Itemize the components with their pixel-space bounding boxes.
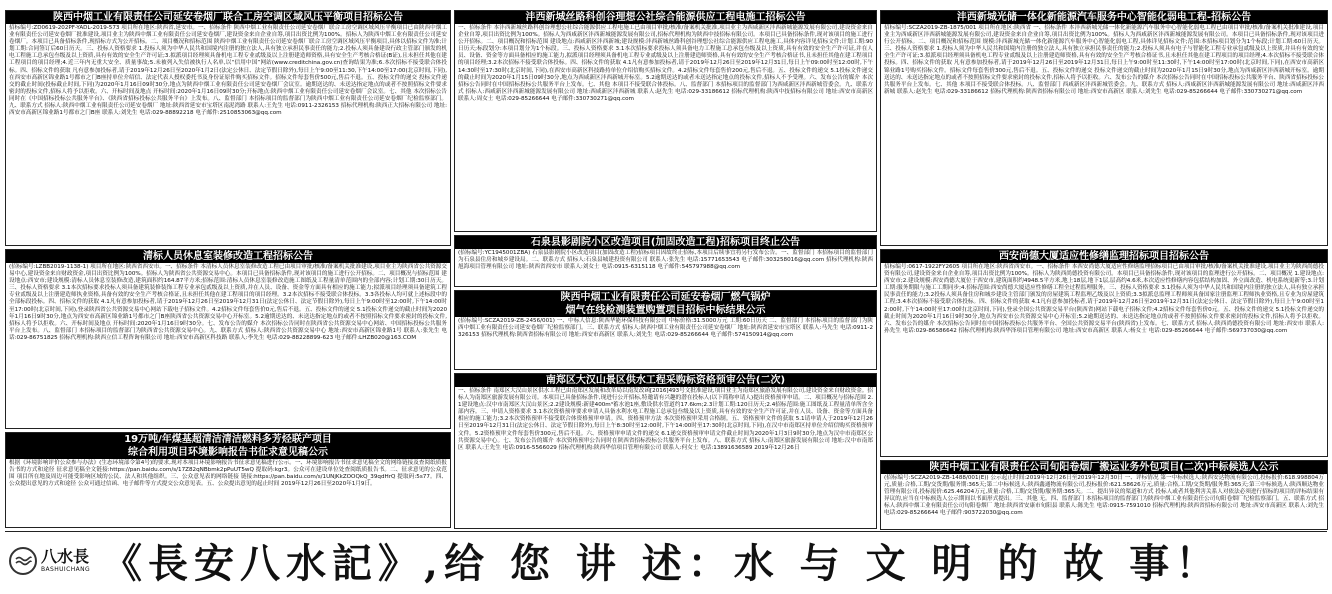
notice-title: 陕西中烟工业有限责任公司延安卷烟厂联合工房空调区域风压平衡项目招标公告 bbox=[6, 11, 450, 24]
notice-body: 根据《环境影响评价公众参与办法》(生态环境部令第4号)的要求,现对本项目环境影响报告书征求意见稿进行公示。一、环境影响报告书征求意见稿全文的网络链接及查阅纸质报告书的方式和途径 征求意见稿全文链接:https://pan.baidu.com/s/17Z82qNBbmk2pPuUT5wQ 提取码:kgr3。公众可在建设单位处查阅纸质报告书。二、征求意见的公众范围 项目所在地及周边可能受影响区域的公民、法人和其他组织。三、公众意见表的网络链接 链接:https://pan.baidu.com/s/1UNjKkZOOQkQ_39qdHrQ 提取码:5s77。四、公众提出意见的方式和途径 公众可通过信函、电子邮件等方式提交公众意见表。五、公众提出意见的起止时间 2019年12月26日至2020年1月9日。 bbox=[9, 460, 447, 488]
notice-title: 西安尚德大厦适应性修缮监理招标项目招标公告 bbox=[881, 250, 1327, 263]
notice-body: 招标编号:ZD0619-202PF-YADL-2019-573 项目所在地区:陕西省,延安市。一、招标条件 陕西中烟工业有限责任公司延安卷烟厂联合工房空调区域风压平衡项目已由陕西中烟工业有限责任公司延安卷烟厂批准建设,项目业主为陕西中烟工业有限责任公司延安卷烟厂,建设资金来自企业自筹,项目出资比例为100%。招标人为陕西中烟工业有限责任公司延安卷烟厂。本项目已具备招标条件,现招标方式为公开招标。二、项目概况和招标范围 陕西中烟工业有限责任公司延安卷烟厂联合工房空调区域风压平衡项目,具体以招标文件为准;计划工期:合同签订后60日历天。三、投标人资格要求 1.投标人须为中华人民共和国境内注册的独立法人,具有独立承担民事责任的能力;2.投标人须具备建设行政主管部门颁发的机电工程施工总承包叁级及以上资质,具有有效的安全生产许可证;3.拟派项目经理须具备机电工程专业贰级及以上注册建造师资格,具有安全生产考核合格证(B证),且未担任其他在建工程项目的项目经理;4.近三年内无重大安全、质量事故;5.未被列入失信被执行人名单,以“信用中国”网站(www.creditchina.gov.cn)查询结果为准;6.本次招标不接受联合体投标。四、招标文件的获取 凡有意参加投标者,请于2019年12月26日至2020年1月2日(法定公休日、法定节假日除外),每日上午9:00至11:30,下午14:00至17:00(北京时间,下同),在西安市高新区锦业路1号都市之门B座持单位介绍信、法定代表人授权委托书及身份证原件购买招标文件。招标文件每套售价500元,售后不退。五、投标文件的递交 投标文件递交的截止时间(投标截止时间,下同)为2020年1月16日09时30分,地点为陕西中烟工业有限责任公司延安卷烟厂会议室。逾期送达的、未送达指定地点的或者不按照招标文件要求密封的投标文件,招标人将予以拒收。六、开标时间及地点 开标时间:2020年1月16日09时30分;开标地点:陕西中烟工业有限责任公司延安卷烟厂会议室。七、其他 本次招标公告同时在《中国招标投标公共服务平台》、《陕西省招标投标公共服务平台》上发布。八、监督部门 本招标项目的监督部门为陕西中烟工业有限责任公司延安卷烟厂纪检监察部门。九、联系方式 招标人:陕西中烟工业有限责任公司延安卷烟厂 地址:陕西省延安市宝塔区南泥湾路 联系人:王先生 电话:0911-2326153 招标代理机构:陕西正大招标有限公司 地址:西安市高新区锦业路1号都市之门B座 联系人:刘先生 电话:029-88892218 电子邮件:2510853063@qq.com bbox=[9, 25, 447, 117]
notice-nanzheng-water bbox=[454, 373, 877, 529]
notice-title: 沣西新城光储一体化新能源汽车服务中心智能化弱电工程-招标公告 bbox=[881, 11, 1327, 24]
notice-title bbox=[6, 433, 450, 459]
notice-body: 招标编号:0617-1922FY2605 项目所在地区:陕西省西安市。一、招标条件 本西安尚德大厦适应性修缮监理招标项目已由项目审批/核准/备案机关批准建设,项目业主为陕西尚德投资有限公司,建设资金来自企业自筹,项目出资比例为100%。招标人为陕西尚德投资有限公司。本项目已具备招标条件,现对该项目的监理进行公开招标。二、项目概况 1.建设地点:西安市;2.建设规模:西安尚德大厦位于西安市,建筑面积约4948.5平方米,地上18层,地下1层,层高约4.6米,本次适应性修缮内容包括结构加固、外立面改造、机电系统更新等;3.计划工期:服务期限与施工工期同步;4.招标范围:西安尚德大厦适应性修缮工程全过程监理服务。三、投标人资格要求 3.1投标人须为中华人民共和国境内注册的独立法人,具有独立承担民事责任的能力;3.2投标人须具备住房和城乡建设主管部门颁发的房屋建筑工程监理乙级及以上资质;3.3拟派总监理工程师须具备国家注册监理工程师执业资格,且专业为房屋建筑工程;3.4本次招标不接受联合体投标。四、招标文件的获取 4.1凡有意参加投标者,请于2019年12月26日至2019年12月31日(法定公休日、法定节假日除外),每日上午9:00时至12:00时,下午14:00时至17:00时(北京时间,下同),登录全国公共资源交易平台(陕西省)网站下载电子招标文件;4.2招标文件每套售价0元。五、投标文件的递交 5.1投标文件递交的截止时间为2020年1月16日9时30分,地点为西安市公共资源交易中心开标室;5.2逾期送达的、未送达指定地点的或者不按照招标文件要求密封的投标文件,招标人将予以拒收。六、发布公告的媒介 本次招标公告同时在中国招标投标公共服务平台、全国公共资源交易平台(陕西省)上发布。七、联系方式 招标人:陕西尚德投资有限公司 地址:西安市 联系人:孙先生 电话:029-86586642 招标代理机构:陕西华泽项目管理有限公司 地址:西安市高新区 联系人:杨女士 电话:029-85266644 电子邮件:569737030@qq.com bbox=[884, 264, 1324, 334]
notice-xunyang-candidates bbox=[880, 460, 1328, 530]
notice-body: 一、招标条件 本沣西新城丝路科创谷理想公社综合能源供应工程电施工已由项目审批/核准/备案机关批准,项目业主为西咸新区沣西新城能源发展有限公司,建设资金来自企业自筹,项目出资比例为100%。招标人为西咸新区沣西新城能源发展有限公司,招标代理机构为陕西中技招标有限公司。本项目已具备招标条件,现对该项目的施工进行公开招标。二、项目概况和招标范围 建设地点:西咸新区沣西新城;建设规模:沣西新城丝路科创谷理想公社综合能源供应工程电施工,具体内容详见招标文件;计划工期:90日历天;标段划分:本项目划分为1个标段。三、投标人资格要求 3.1本次招标要求投标人须具备电力工程施工总承包叁级及以上资质,具有有效的安全生产许可证,并在人员、设备、资金等方面具备相应的施工能力,拟派项目经理须具备机电工程专业贰级及以上注册建造师资格,具有有效的安全生产考核合格证书,且未担任其他在建工程项目的项目经理;3.2本次招标不接受联合体投标。四、招标文件的获取 4.1凡有意参加投标者,请于2019年12月26日至2019年12月31日,每日上午09:00时至12:00时,下午14:30时至17:30时(北京时间,下同),在西安市高新区科技路持单位介绍信购买招标文件。4.2招标文件每套售价200元,售后不退。五、投标文件的递交 5.1投标文件递交的截止时间为2020年1月15日09时30分,地点为西咸新区沣西新城开标室。5.2逾期送达的或者未送达指定地点的投标文件,招标人不予受理。六、发布公告的媒介 本次招标公告同时在中国招标投标公共服务平台上发布。七、其他 本项目不接受联合体投标。八、监督部门 本招标项目的监督部门为西咸新区沣西新城管委会。九、联系方式 招标人:西咸新区沣西新城能源发展有限公司 地址:西咸新区沣西新城 联系人:赵先生 电话:029-33186612 招标代理机构:陕西中技招标有限公司 地址:西安市高新区 联系人:周女士 电话:029-85266644 电子邮件:330730271@qq.com bbox=[458, 25, 873, 102]
footer-slogan: 《長安八水記》,给 您 讲 述：水 与 文 明 的 故 事！ bbox=[102, 540, 1222, 587]
notice-clearance-room bbox=[5, 249, 451, 429]
column-right bbox=[880, 10, 1328, 533]
notice-shiquan-termination bbox=[454, 235, 877, 287]
notice-title-line1: 陕西中烟工业有限责任公司延安卷烟厂燃气锅炉 bbox=[560, 292, 771, 303]
footer-banner bbox=[5, 531, 1327, 589]
notice-body: (招标编号:YC1945001ZBA) 石泉县影剧院小区改造项目(加固改造工程)招标项目因故终止招标,本项目后续事宜将另行发布公告。一、监督部门 本招标项目的监督部门为石泉县住房和城乡建设局。二、联系方式 招标人:石泉县城建投资有限公司 联系人:张先生 电话:15771653543 电子邮件:303258016@qq.com 招标代理机构:陕西旭海项目管理有限公司 地址:陕西省西安市 联系人:刘女士 电话:0915-6315118 电子邮件:545797988@qq.com bbox=[458, 250, 873, 271]
notice-title-line2: 烟气在线检测装置购置项目招标中标结果公示 bbox=[565, 305, 766, 316]
notice-title-line2: 综合利用项目环境影响报告书征求意见稿公示 bbox=[128, 447, 328, 458]
logo-english-name: BASHUICHANG bbox=[41, 566, 91, 573]
notice-body: (招标编号:SCZA2019-ZB-2456/001) 一、中标人信息:陕西华能环保科技有限公司 中标价格:31.5000万元 工期:60日历天 二、监督部门 本招标项目的监督部门为陕西中烟工业有限责任公司延安卷烟厂纪检监察部门。三、联系方式 招标人:陕西中烟工业有限责任公司延安卷烟厂 地址:陕西省延安市宝塔区 联系人:马先生 电话:0911-2326153 招标代理机构:陕西省招标有限公司 地址:西安市高新区 联系人:刘先生 电话:029-85266644 电子邮件:574150914@qq.com bbox=[458, 318, 873, 339]
column-left bbox=[5, 10, 451, 531]
notice-title bbox=[455, 291, 876, 317]
water-wave-icon bbox=[9, 547, 37, 575]
notice-title: 沣西新城丝路科创谷理想公社综合能源供应工程电施工招标公告 bbox=[455, 11, 876, 24]
notice-title: 石泉县影剧院小区改造项目(加固改造工程)招标项目终止公告 bbox=[455, 236, 876, 249]
notice-shangde-supervision bbox=[880, 249, 1328, 457]
notice-title: 南郑区大汉山景区供水工程采购标资格预审公告(二次) bbox=[455, 374, 876, 387]
column-middle bbox=[454, 10, 877, 532]
notice-yanan-airpressure bbox=[5, 10, 451, 246]
notice-body: (招标编号:SCZA2019-ZB-1488/001(E)) 公示起止时间:2019年12月26日至2019年12月30日 一、评标情况 第一中标候选人:陕西安达物流有限公司,投标报价:618.998804万元,质量:合格,工期/交货期/服务期:365天;第二中标候选人:陕西鑫通物流有限公司,投标报价:621.58626万元,质量:合格,工期/交货期/服务期:365天;第三中标候选人:陕西顺达物业管理有限公司,投标报价:625.46204万元,质量:合格,工期/交货期/服务期:365天。二、提出异议的渠道和方式 投标人或者其他利害关系人对依法必须进行招标的项目的评标结果有异议的,应当在中标候选人公示期间以书面形式提出。三、其他 无。四、监督部门 本招标项目的监督部门为陕西中烟工业有限责任公司旬阳卷烟厂纪检监察部门。五、联系方式 招标人:陕西中烟工业有限责任公司旬阳卷烟厂 地址:陕西省安康市旬阳县 联系人:陈先生 电话:0915-7591010 招标代理机构:陕西省招标有限公司 地址:西安市高新区 联系人:刘先生 电话:029-85266644 电子邮件:903722030@qq.com bbox=[884, 475, 1324, 517]
notice-body: 一、招标条件 南郑区大汉山景区供水工程已由南郑区发展和改革局以南发改函[2016]493号文批准建设,项目业主为南郑区旅游发展有限公司,建设资金来自财政资金。招标人为南郑区旅游发展有限公司。本项目已具备招标条件,现进行公开招标,特邀请有兴趣的潜在投标人(以下简称申请人)提出资格预审申请。二、项目概况与招标范围 2.1建设地点:汉中市南郑区大汉山景区;2.2建设规模:新建400m³蓄水池1座,敷设供水管道约17.6km;2.3计划工期:120日历天;2.4招标范围:施工图纸及工程量清单所含全部内容。三、申请人资格要求 3.1本次资格预审要求申请人具备水利水电工程施工总承包叁级及以上资质,具有有效的安全生产许可证,并在人员、设备、资金等方面具备相应的施工能力;3.2本次资格预审不接受联合体资格预审申请。四、资格预审方法 本次资格预审采用合格制。五、资格预审文件的获取 5.1请申请人于2019年12月26日至2019年12月31日(法定公休日、法定节假日除外),每日上午8:30时至12:00时,下午14:00时至17:30时(北京时间,下同),在汉中市南郑区持单位介绍信购买资格预审文件。5.2资格预审文件每套售价300元,售后不退。六、资格预审申请文件的递交 6.1递交资格预审申请文件截止时间为2020年1月3日9时30分,地点为汉中市南郑区公共资源交易中心。七、发布公告的媒介 本次资格预审公告同时在陕西省招标投标公共服务平台上发布。八、联系方式 招标人:南郑区旅游发展有限公司 地址:汉中市南郑区 联系人:王先生 电话:0916-5566029 招标代理机构:陕西华信项目管理有限公司 联系人:何女士 电话:13891636589 2019年12月26日 bbox=[458, 388, 873, 451]
notice-title-line1: 19万吨/年煤基超清洁清洁燃料多芳烃联产项目 bbox=[124, 434, 332, 445]
notice-fengxi-ev-center bbox=[880, 10, 1328, 246]
notice-body: 招标编号:SCZA2019-ZB-1875/001 项目所在地区:陕西省 一、招标条件 本沣西新城光储一体化新能源汽车服务中心智能化弱电工程已由项目审批/核准/备案机关批准建设,项目业主为西咸新区沣西新城能源发展有限公司,建设资金来自企业自筹,项目出资比例为100%。招标人为西咸新区沣西新城能源发展有限公司。本项目已具备招标条件,现对该项目进行公开招标。二、项目概况和招标范围 规模:沣西新城光储一体化新能源汽车服务中心智能化弱电工程,具体详见招标文件;范围:本招标项目划分为1个标段;计划工期:60日历天。三、投标人资格要求 1.投标人须为中华人民共和国境内注册的独立法人,具有独立承担民事责任的能力;2.投标人须具有电子与智能化工程专业承包贰级及以上资质,并具有有效的安全生产许可证;3.拟派项目经理须具备机电工程专业贰级及以上注册建造师资格,具有有效的安全生产考核合格证书,且未担任其他在建工程项目的项目经理;4.本次招标不接受联合体投标。四、招标文件的获取 凡有意参加投标者,请于2019年12月26日至2019年12月31日,每日上午9:00时至11:30时,下午14:00时至17:00时(北京时间,下同),在西安市高新区锦业路1号购买招标文件。招标文件每套售价300元,售后不退。五、投标文件的递交 投标文件递交的截止时间为2020年1月15日9时30分,地点为西咸新区沣西新城开标室。逾期送达的、未送达指定地点的或者不按照招标文件要求密封的投标文件,招标人将予以拒收。六、发布公告的媒介 本次招标公告同时在中国招标投标公共服务平台、陕西省招标投标公共服务平台上发布。七、其他 本项目不接受联合体投标。八、监督部门 西咸新区沣西新城管委会。九、联系方式 招标人:西咸新区沣西新城能源发展有限公司 地址:西咸新区沣西新城 联系人:赵先生 电话:029-33186612 招标代理机构:陕西省招标有限公司 地址:西安市高新区 联系人:刘先生 电话:029-85266644 电子邮件:330730271@qq.com bbox=[884, 25, 1324, 95]
notice-yanan-boiler-result bbox=[454, 290, 877, 370]
notice-fengxi-energy bbox=[454, 10, 877, 232]
notice-environment-report bbox=[5, 432, 451, 528]
notice-body: (招标编号:LZBB2019-1138-1) 项目所在地区:陕西省西安市。一、招标条件 本清标人员休息室装修改造工程已由项目审批/核准/备案机关批准建设,项目业主为陕西省公共资源交易中心,建设资金来自财政资金,项目出资比例为100%。招标人为陕西省公共资源交易中心。本项目已具备招标条件,现对该项目的施工进行公开招标。二、项目概况与招标范围 建设地点:西安市;建设规模:清标人员休息室装修改造,建筑面积约164.87平方米;招标范围:清标人员休息室装修改造施工图纸及工程量清单范围内的全部内容;计划工期:30日历天。三、投标人资格要求 3.1本次招标要求投标人须具备建筑装修装饰工程专业承包贰级及以上资质,并在人员、设备、资金等方面具有相应的施工能力;拟派项目经理须具备建筑工程专业贰级及以上注册建造师执业资格,具备有效的安全生产考核合格证,且未担任其他在建工程项目的项目经理。3.2本次招标不接受联合体投标。3.3各投标人均可就上述标段中的全部标段投标。四、招标文件的获取 4.1凡有意参加投标者,请于2019年12月26日至2019年12月31日(法定公休日、法定节假日除外),每日上午9:00时至12:00时,下午14:00时至17:00时(北京时间,下同),登录陕西省公共资源交易中心网站下载电子招标文件。4.2招标文件每套售价0元,售后不退。五、投标文件的递交 5.1投标文件递交的截止时间为2020年1月16日9时30分,地点为西安市高新区锦业路1号都市之门B座陕西省公共资源交易中心开标室。5.2逾期送达的、未送达指定地点的或者不按照招标文件要求密封的投标文件,招标人将予以拒收。六、开标时间及地点 开标时间:2020年1月16日9时30分。七、发布公告的媒介 本次招标公告同时在陕西省公共资源交易中心网站、中国招标投标公共服务平台上发布。八、监督部门 本招标项目的监督部门为陕西省公共资源交易中心。九、联系方式 招标人:陕西省公共资源交易中心 地址:西安市高新区锦业路1号 联系人:张先生 电话:029-86751825 招标代理机构:陕西立信工程咨询有限公司 地址:西安市高新区科技路 联系人:李先生 电话:029-88228899-623 电子邮件:LHZB020@163.COM bbox=[9, 264, 447, 341]
notice-title: 陕西中烟工业有限责任公司旬阳卷烟厂搬运业务外包项目(二次)中标候选人公示 bbox=[881, 461, 1327, 474]
bashuichang-logo bbox=[9, 547, 90, 575]
logo-chinese-name: 八水長 bbox=[41, 547, 90, 566]
notice-title: 清标人员休息室装修改造工程招标公告 bbox=[6, 250, 450, 263]
